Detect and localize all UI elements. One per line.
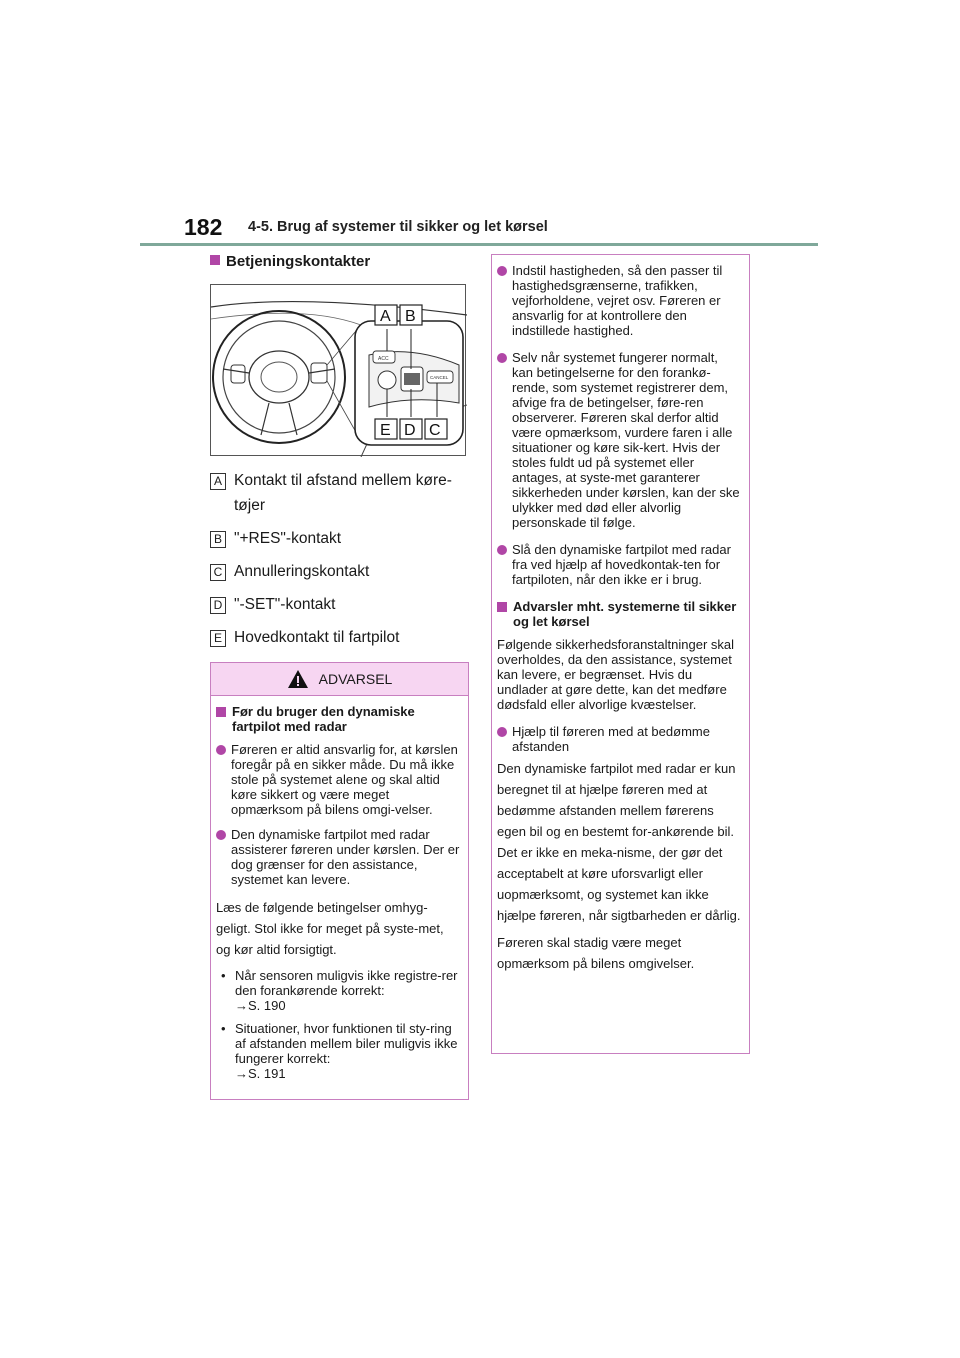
round-bullet-icon xyxy=(497,727,507,737)
sub-item-text: Situationer, hvor funktionen til sty-ring af afstanden mellem biler muligvis ikke fungerer korrekt: xyxy=(235,1021,458,1066)
page-number: 182 xyxy=(184,214,223,240)
legend-letter: C xyxy=(210,564,226,581)
warning-bullet xyxy=(497,724,741,754)
warning-bullet-text: Slå den dynamiske fartpilot med radar fra ved hjælp af hovedkontak-ten for fartpiloten, når den ikke er i brug. xyxy=(512,542,731,587)
callout-e xyxy=(375,419,397,439)
legend-item xyxy=(210,526,470,551)
callout-c xyxy=(425,419,447,439)
warning-bullet-text: Føreren er altid ansvarlig for, at kørslen foregår på en sikker måde. Du må ikke stole på systemet alene og skal altid køre sikkert og være meget opmærksom på bilens omgi-velser. xyxy=(231,742,458,817)
arrow-right-icon: → xyxy=(235,998,248,1013)
legend-letter: A xyxy=(210,473,226,490)
warning-sub-item xyxy=(216,1021,460,1081)
warning-bullet-text: Hjælp til føreren med at bedømme afstanden xyxy=(512,724,710,754)
callout-d xyxy=(400,419,422,439)
warning-heading-text: Advarsler mht. systemerne til sikker og let kørsel xyxy=(513,599,737,629)
warning-header xyxy=(211,663,468,696)
legend-text: Annulleringskontakt xyxy=(234,563,370,580)
round-bullet-icon xyxy=(497,353,507,363)
warning-bullet-text: Den dynamiske fartpilot med radar assisterer føreren under kørslen. Der er dog grænser for den assistance, systemet kan levere. xyxy=(231,827,460,887)
callout-a xyxy=(375,305,397,325)
round-bullet-icon xyxy=(497,545,507,555)
legend-letter: E xyxy=(210,630,226,647)
square-bullet-icon xyxy=(210,255,220,265)
warning-paragraph: Den dynamiske fartpilot med radar er kun beregnet til at hjælpe føreren med at bedømme afstanden mellem førerens egen bil og en bestemt for-ankørende bil. Det er ikke en meka-nisme, der gør det acceptabelt at køre uforsvarligt eller uopmærksomt, og systemet kan ikke hjælpe føreren, når sigtbarheden er dårlig. xyxy=(497,761,741,923)
controls-heading xyxy=(210,253,470,270)
square-bullet-icon xyxy=(497,602,507,612)
warning-paragraph: Føreren skal stadig være meget opmærksom på bilens omgivelser. xyxy=(497,935,695,971)
header-rule xyxy=(140,243,818,246)
warning-bullet-text: Selv når systemet fungerer normalt, kan betingelserne for den forankø-rende, som systemet registrerer dem, afvige fra de betingelser, føre-ren observerer. Føreren skal derfor altid være opmærksom, vurdere faren i alle situationer og køre sik-kert. Hvis der stoles fuldt ud på systemet eller antages, at syste-met garanterer sikkerheden under kørslen, kan der ske ulykker med død eller alvorlig personskade til følge. xyxy=(512,350,740,530)
svg-text:C: C xyxy=(429,422,441,439)
round-bullet-icon xyxy=(497,266,507,276)
legend-text: "+RES"-kontakt xyxy=(234,530,342,547)
warning-heading-text: Før du bruger den dynamiske fartpilot med radar xyxy=(232,704,415,734)
warning-body xyxy=(211,696,468,1081)
warning-bullet xyxy=(497,263,741,338)
svg-text:A: A xyxy=(380,308,391,325)
legend-letter: D xyxy=(210,597,226,614)
warning-bullet xyxy=(216,827,460,887)
arrow-right-icon: → xyxy=(235,1066,248,1081)
steering-wheel-figure xyxy=(210,284,466,456)
warning-bullet xyxy=(497,542,741,587)
warning-box xyxy=(210,662,469,1100)
acc-switch-label: ACC xyxy=(378,356,389,362)
page-reference[interactable] xyxy=(235,1066,460,1081)
round-bullet-icon xyxy=(216,830,226,840)
cancel-switch-label: CANCEL xyxy=(430,375,449,380)
svg-text:D: D xyxy=(404,422,416,439)
legend-item xyxy=(210,468,470,518)
legend-letter: B xyxy=(210,531,226,548)
warning-continued-box xyxy=(491,254,750,1054)
legend-item xyxy=(210,592,470,617)
warning-bullet xyxy=(216,742,460,817)
warning-title: ADVARSEL xyxy=(318,671,393,687)
square-bullet-icon xyxy=(216,707,226,717)
page-reference-text: S. 191 xyxy=(248,1066,286,1081)
dot-bullet-icon: • xyxy=(221,968,226,983)
left-column xyxy=(210,253,470,658)
page-reference-text: S. 190 xyxy=(248,998,286,1013)
warning-triangle-icon xyxy=(287,669,309,689)
warning-paragraph: Følgende sikkerhedsforanstaltninger skal overholdes, da den assistance, systemet kan levere, er begrænset. Hvis du undlader at gøre dette, kan det medføre dødsfald eller alvorlige kvæstelser. xyxy=(497,637,735,712)
svg-text:B: B xyxy=(405,308,416,325)
warning-bullet-text: Indstil hastigheden, så den passer til hastighedsgrænserne, trafikken, vejforholdene, vejret osv. Føreren er ansvarlig for at kontrollere den indstillede hastighed. xyxy=(512,263,723,338)
legend-item xyxy=(210,559,470,584)
warning-bullet xyxy=(497,350,741,530)
warning-paragraph: Læs de følgende betingelser omhyg-geligt. Stol ikke for meget på syste-met, og kør altid forsigtigt. xyxy=(216,900,444,957)
legend-text: Hovedkontakt til fartpilot xyxy=(234,629,400,646)
steering-wheel-illustration xyxy=(211,285,467,457)
sub-item-text: Når sensoren muligvis ikke registre-rer den forankørende korrekt: xyxy=(235,968,458,998)
legend-text: Kontakt til afstand mellem køre-tøjer xyxy=(234,472,452,514)
round-bullet-icon xyxy=(216,745,226,755)
section-title: 4-5. Brug af systemer til sikker og let kørsel xyxy=(248,219,548,235)
dot-bullet-icon: • xyxy=(221,1021,226,1036)
callout-b xyxy=(400,305,422,325)
warning-heading xyxy=(497,599,741,629)
warning-sub-item xyxy=(216,968,460,1013)
svg-text:E: E xyxy=(380,422,391,439)
legend-list xyxy=(210,468,470,650)
page-reference[interactable] xyxy=(235,998,460,1013)
controls-heading-text: Betjeningskontakter xyxy=(226,253,371,270)
legend-item xyxy=(210,625,470,650)
warning-heading xyxy=(216,704,460,734)
legend-text: "-SET"-kontakt xyxy=(234,596,336,613)
